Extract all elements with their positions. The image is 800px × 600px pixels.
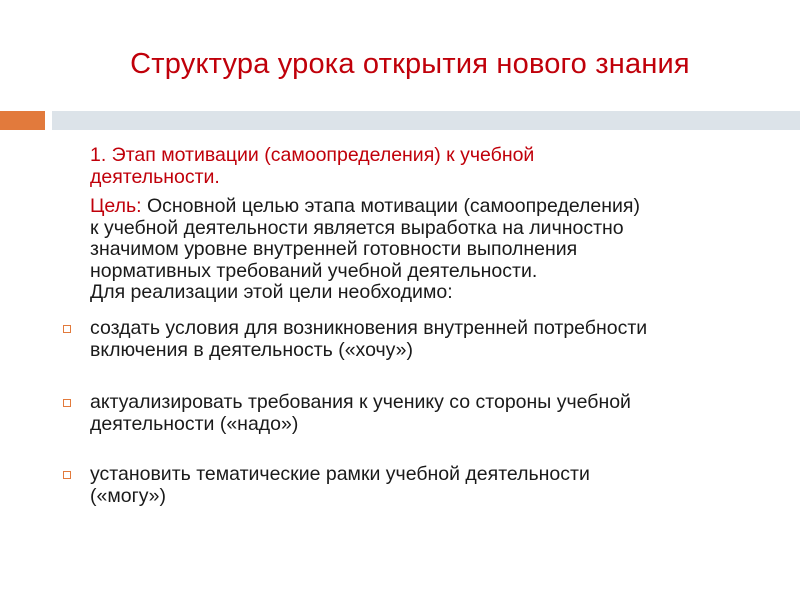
goal-text: Основной целью этапа мотивации (самоопределения)	[141, 195, 640, 217]
accent-bar-gray	[52, 111, 800, 130]
accent-bar-orange	[0, 111, 45, 130]
list-item: установить тематические рамки учебной деятельности («могу»)	[90, 463, 590, 507]
stage-heading-line: 1. Этап мотивации (самоопределения) к учебной	[90, 144, 535, 166]
stage-heading	[90, 145, 770, 188]
slide-title: Структура урока открытия нового знания	[130, 48, 690, 80]
goal-label: Цель:	[90, 195, 142, 217]
goal-text: значимом уровне внутренней готовности выполнения	[90, 238, 578, 260]
goal-text: к учебной деятельности является выработка на личностно	[90, 216, 624, 239]
goal-paragraph	[90, 196, 770, 304]
bullet-square-icon	[63, 399, 71, 407]
bullet-square-icon	[63, 325, 71, 333]
stage-heading-line: деятельности.	[90, 165, 220, 188]
bullet-square-icon	[63, 471, 71, 479]
goal-text: нормативных требований учебной деятельности.	[90, 259, 538, 282]
goal-text: Для реализации этой цели необходимо:	[90, 281, 453, 303]
list-item: актуализировать требования к ученику со стороны учебной деятельности («надо»)	[90, 391, 631, 435]
list-item: создать условия для возникновения внутренней потребности включения в деятельность («хочу»)	[90, 317, 648, 361]
